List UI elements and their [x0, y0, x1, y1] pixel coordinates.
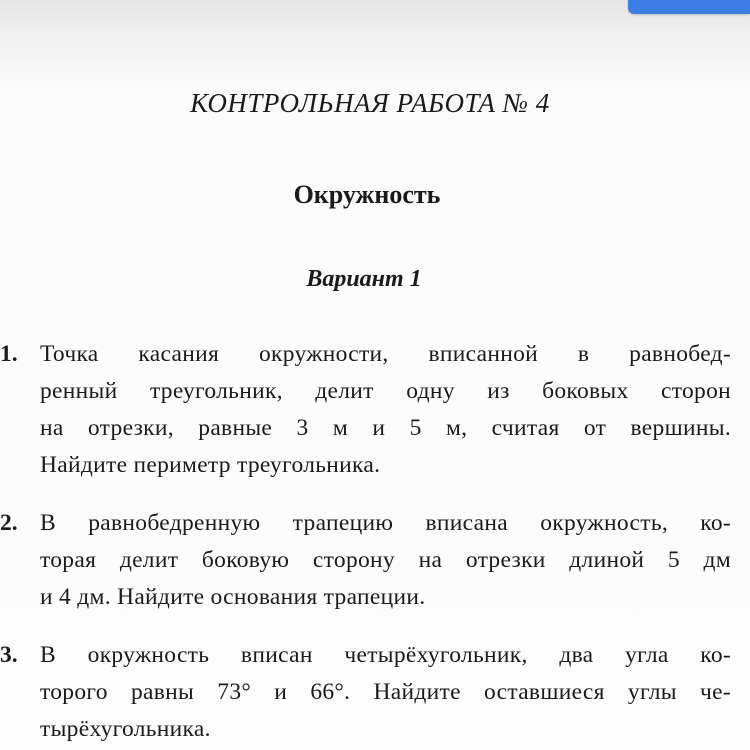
problem-line: на отрезки, равные 3 м и 5 м, считая от вершины.: [40, 415, 731, 441]
problem-line: В равнобедренную трапецию вписана окружность, ко-: [40, 510, 731, 536]
problem-line: тырёхугольника.: [40, 716, 211, 742]
problem-line: В окружность вписан четырёхугольник, два угла ко-: [40, 642, 731, 668]
variant-heading: Вариант 1: [306, 266, 422, 292]
problem-number: 3.: [0, 642, 18, 668]
problem-text: [40, 336, 745, 484]
problem-2: [0, 505, 745, 616]
problem-line: торая делит боковую сторону на отрезки длиной 5 дм: [40, 547, 731, 573]
topic-heading: Окружность: [293, 180, 441, 209]
problem-3: [0, 637, 745, 748]
work-title: КОНТРОЛЬНАЯ РАБОТА № 4: [190, 88, 550, 118]
problem-line: ренный треугольник, делит одну из боковых сторон: [40, 378, 731, 404]
problem-line: Точка касания окружности, вписанной в равнобед-: [40, 341, 731, 367]
problem-number: 2.: [0, 510, 18, 536]
problem-number: 1.: [0, 341, 18, 367]
problem-1: [0, 336, 745, 484]
problem-line: Найдите периметр треугольника.: [40, 452, 381, 478]
problem-line: торого равны 73° и 66°. Найдите оставшиеся углы че-: [40, 679, 731, 705]
problem-text: [40, 637, 745, 748]
problem-line: и 4 дм. Найдите основания трапеции.: [40, 584, 426, 610]
problem-text: [40, 505, 745, 616]
